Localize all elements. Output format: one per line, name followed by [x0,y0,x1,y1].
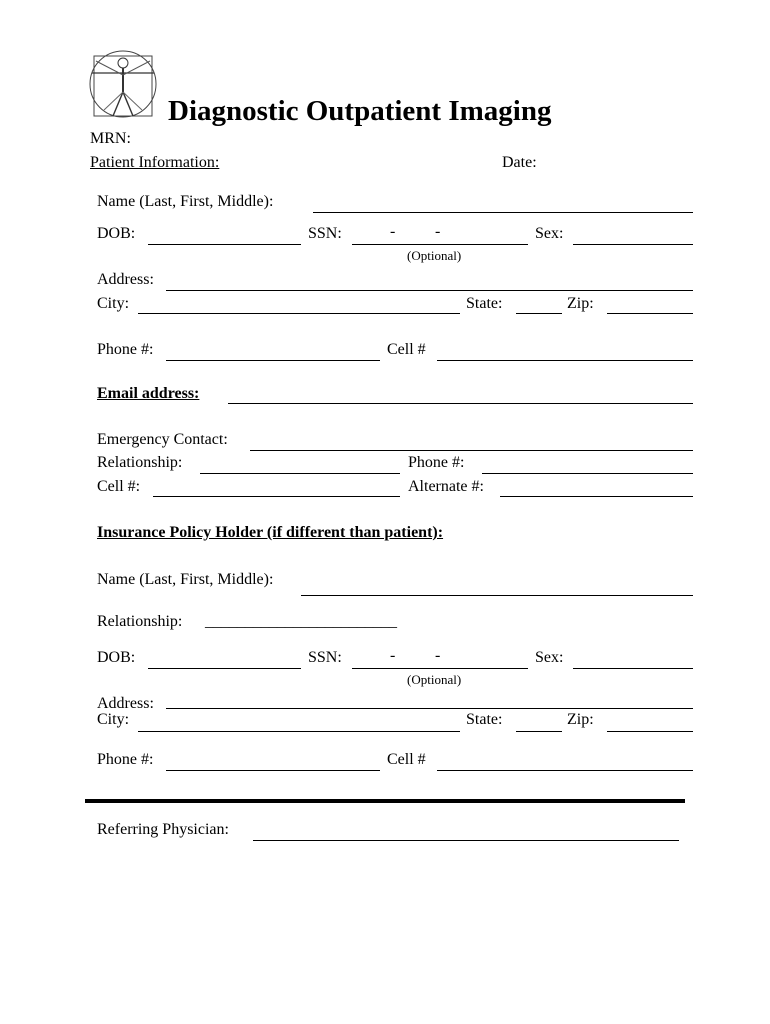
insurance-city-field[interactable] [138,731,460,732]
emergency-contact-label: Emergency Contact: [97,431,228,448]
vitruvian-man-icon [88,46,158,120]
emergency-phone-field[interactable] [482,473,693,474]
insurance-ssn-optional-note: (Optional) [407,672,462,687]
city-label: City: [97,295,130,312]
insurance-relationship-label: Relationship: [97,613,183,630]
insurance-ssn-dash-1: - [390,647,396,664]
mrn-label: MRN: [90,130,131,147]
insurance-phone-field[interactable] [166,770,380,771]
email-label: Email address: [97,385,200,402]
insurance-sex-label: Sex: [535,649,564,666]
zip-field[interactable] [607,313,693,314]
sex-label: Sex: [535,225,564,242]
insurance-state-field[interactable] [516,731,562,732]
insurance-sex-field[interactable] [573,668,693,669]
ssn-optional-note: (Optional) [407,248,462,263]
emergency-relationship-label: Relationship: [97,454,183,471]
ssn-dash-2: - [435,223,441,240]
insurance-state-label: State: [466,711,503,728]
insurance-address-field[interactable] [166,708,693,709]
insurance-cell-field[interactable] [437,770,693,771]
insurance-zip-field[interactable] [607,731,693,732]
emergency-cell-field[interactable] [153,496,400,497]
phone-field[interactable] [166,360,380,361]
referring-physician-field[interactable] [253,840,679,841]
insurance-ssn-label: SSN: [308,649,342,666]
insurance-zip-label: Zip: [567,711,594,728]
phone-label: Phone #: [97,341,154,358]
insurance-heading: Insurance Policy Holder (if different than patient): [97,524,444,541]
name-label: Name (Last, First, Middle): [97,193,274,210]
state-label: State: [466,295,503,312]
insurance-relationship-field[interactable]: ________________________ [205,613,397,630]
insurance-address-label: Address: [97,695,154,712]
ssn-dash-1: - [390,223,396,240]
emergency-alternate-label: Alternate #: [408,478,484,495]
address-label: Address: [97,271,154,288]
name-field[interactable] [313,212,693,213]
sex-field[interactable] [573,244,693,245]
emergency-phone-label: Phone #: [408,454,465,471]
emergency-alternate-field[interactable] [500,496,693,497]
emergency-cell-label: Cell #: [97,478,141,495]
city-field[interactable] [138,313,460,314]
cell-label: Cell # [387,341,426,358]
email-field[interactable] [228,403,693,404]
state-field[interactable] [516,313,562,314]
emergency-relationship-field[interactable] [200,473,400,474]
emergency-contact-field[interactable] [250,450,693,451]
insurance-dob-label: DOB: [97,649,136,666]
referring-physician-label: Referring Physician: [97,821,229,838]
insurance-name-label: Name (Last, First, Middle): [97,571,274,588]
dob-label: DOB: [97,225,136,242]
patient-info-label: Patient Information: [90,154,220,171]
insurance-ssn-dash-2: - [435,647,441,664]
insurance-name-field[interactable] [301,595,693,596]
section-divider [85,799,685,803]
ssn-label: SSN: [308,225,342,242]
insurance-ssn-field[interactable] [352,668,528,669]
insurance-cell-label: Cell # [387,751,426,768]
cell-field[interactable] [437,360,693,361]
dob-field[interactable] [148,244,301,245]
address-field[interactable] [166,290,693,291]
zip-label: Zip: [567,295,594,312]
insurance-phone-label: Phone #: [97,751,154,768]
insurance-city-label: City: [97,711,130,728]
page-title: Diagnostic Outpatient Imaging [168,95,552,127]
ssn-field[interactable] [352,244,528,245]
date-label: Date: [502,154,537,171]
insurance-dob-field[interactable] [148,668,301,669]
